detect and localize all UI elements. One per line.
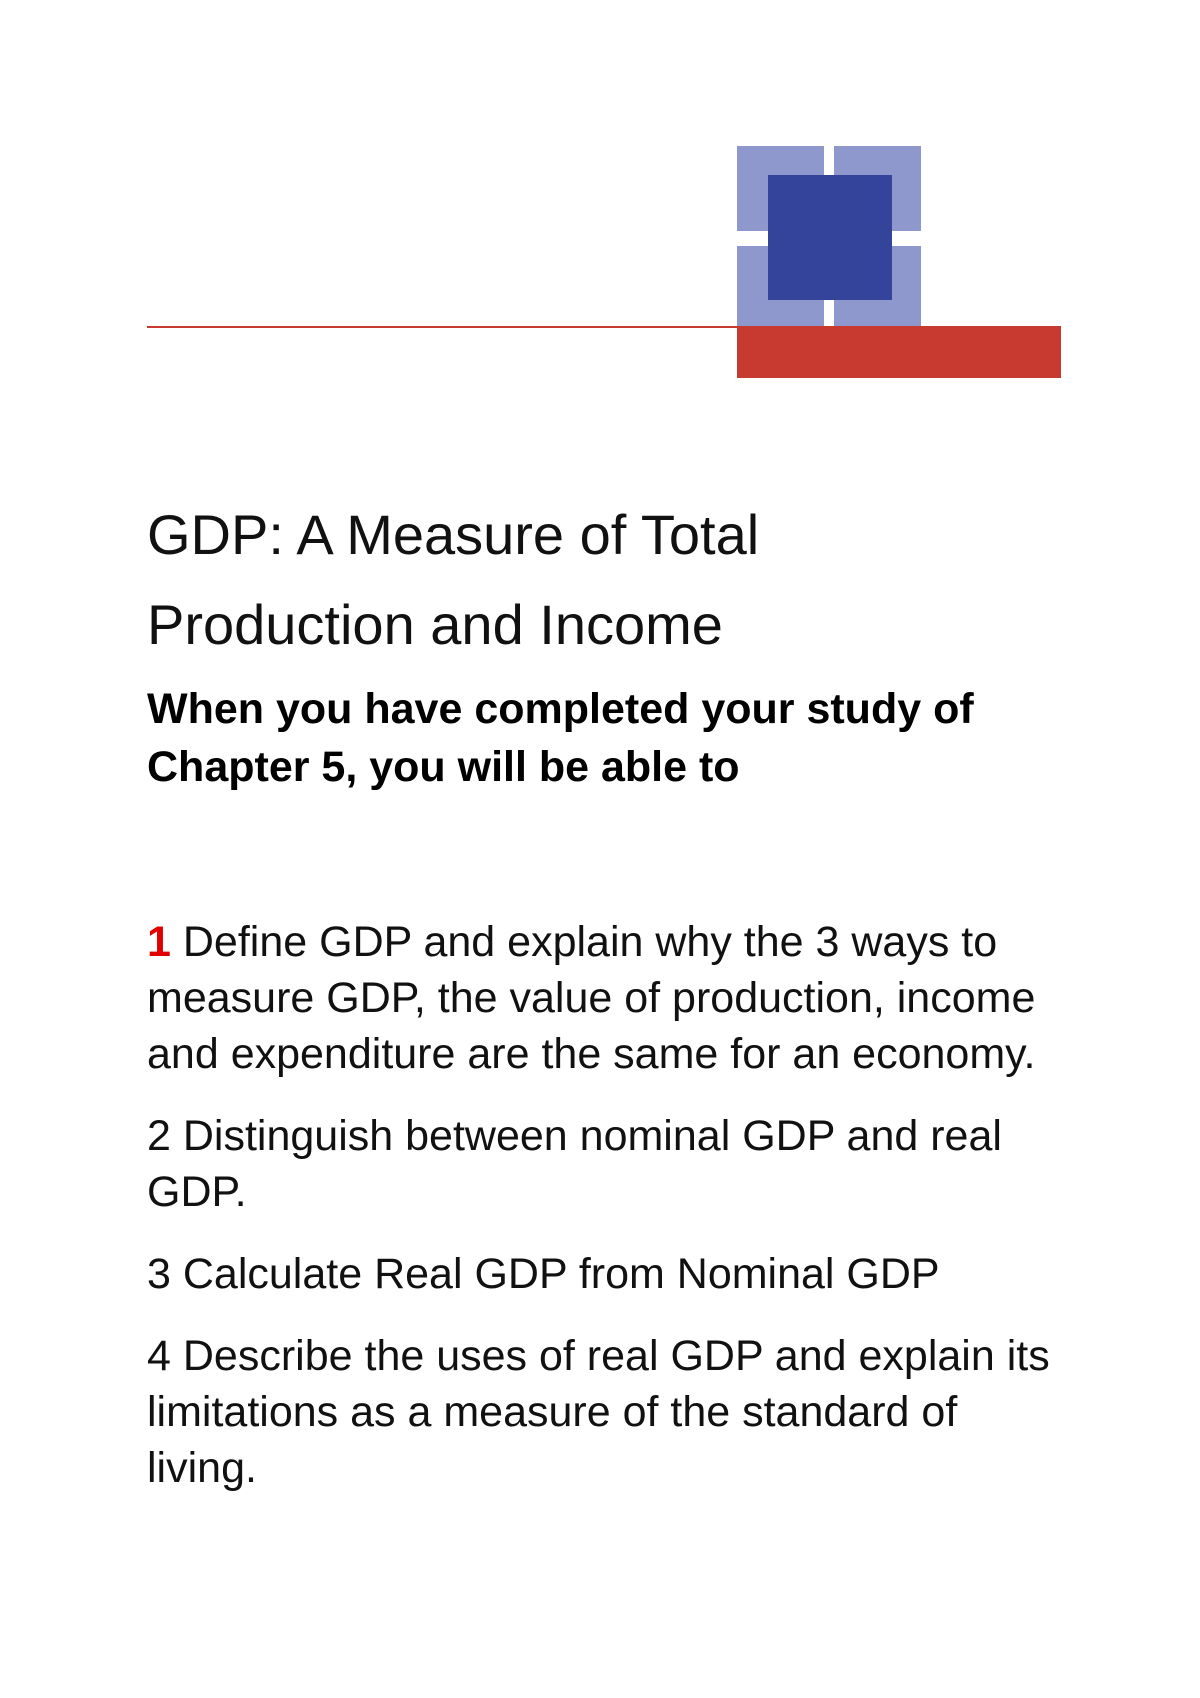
- slide-title: [147, 490, 1077, 670]
- objective-4: [147, 1328, 1077, 1496]
- objective-number: 1: [147, 918, 171, 966]
- objective-number: 4: [147, 1332, 171, 1380]
- objectives-list: [147, 914, 1077, 1496]
- title-line-2: Production and Income: [147, 593, 723, 656]
- dark-blue-square: [768, 175, 892, 300]
- red-rule-line: [147, 326, 737, 328]
- title-line-1: GDP: A Measure of Total: [147, 503, 760, 566]
- objective-text: Calculate Real GDP from Nominal GDP: [182, 1250, 940, 1298]
- objective-2: [147, 1108, 1077, 1220]
- header-graphic: [0, 0, 1200, 400]
- slide-content: [147, 490, 1077, 1522]
- objective-text: Distinguish between nominal GDP and real GDP.: [147, 1112, 1002, 1216]
- objective-1: [147, 914, 1077, 1082]
- objective-number: 2: [147, 1112, 171, 1160]
- intro-sentence: When you have completed your study of Chapter 5, you will be able to: [147, 685, 974, 791]
- objective-text: Define GDP and explain why the 3 ways to measure GDP, the value of production, income and expenditure are the same for an economy.: [147, 918, 1036, 1078]
- objective-3: [147, 1246, 1077, 1302]
- objective-number: 3: [147, 1250, 171, 1298]
- objective-text: Describe the uses of real GDP and explain its limitations as a measure of the standard of living.: [147, 1332, 1050, 1492]
- red-bar: [737, 326, 1061, 378]
